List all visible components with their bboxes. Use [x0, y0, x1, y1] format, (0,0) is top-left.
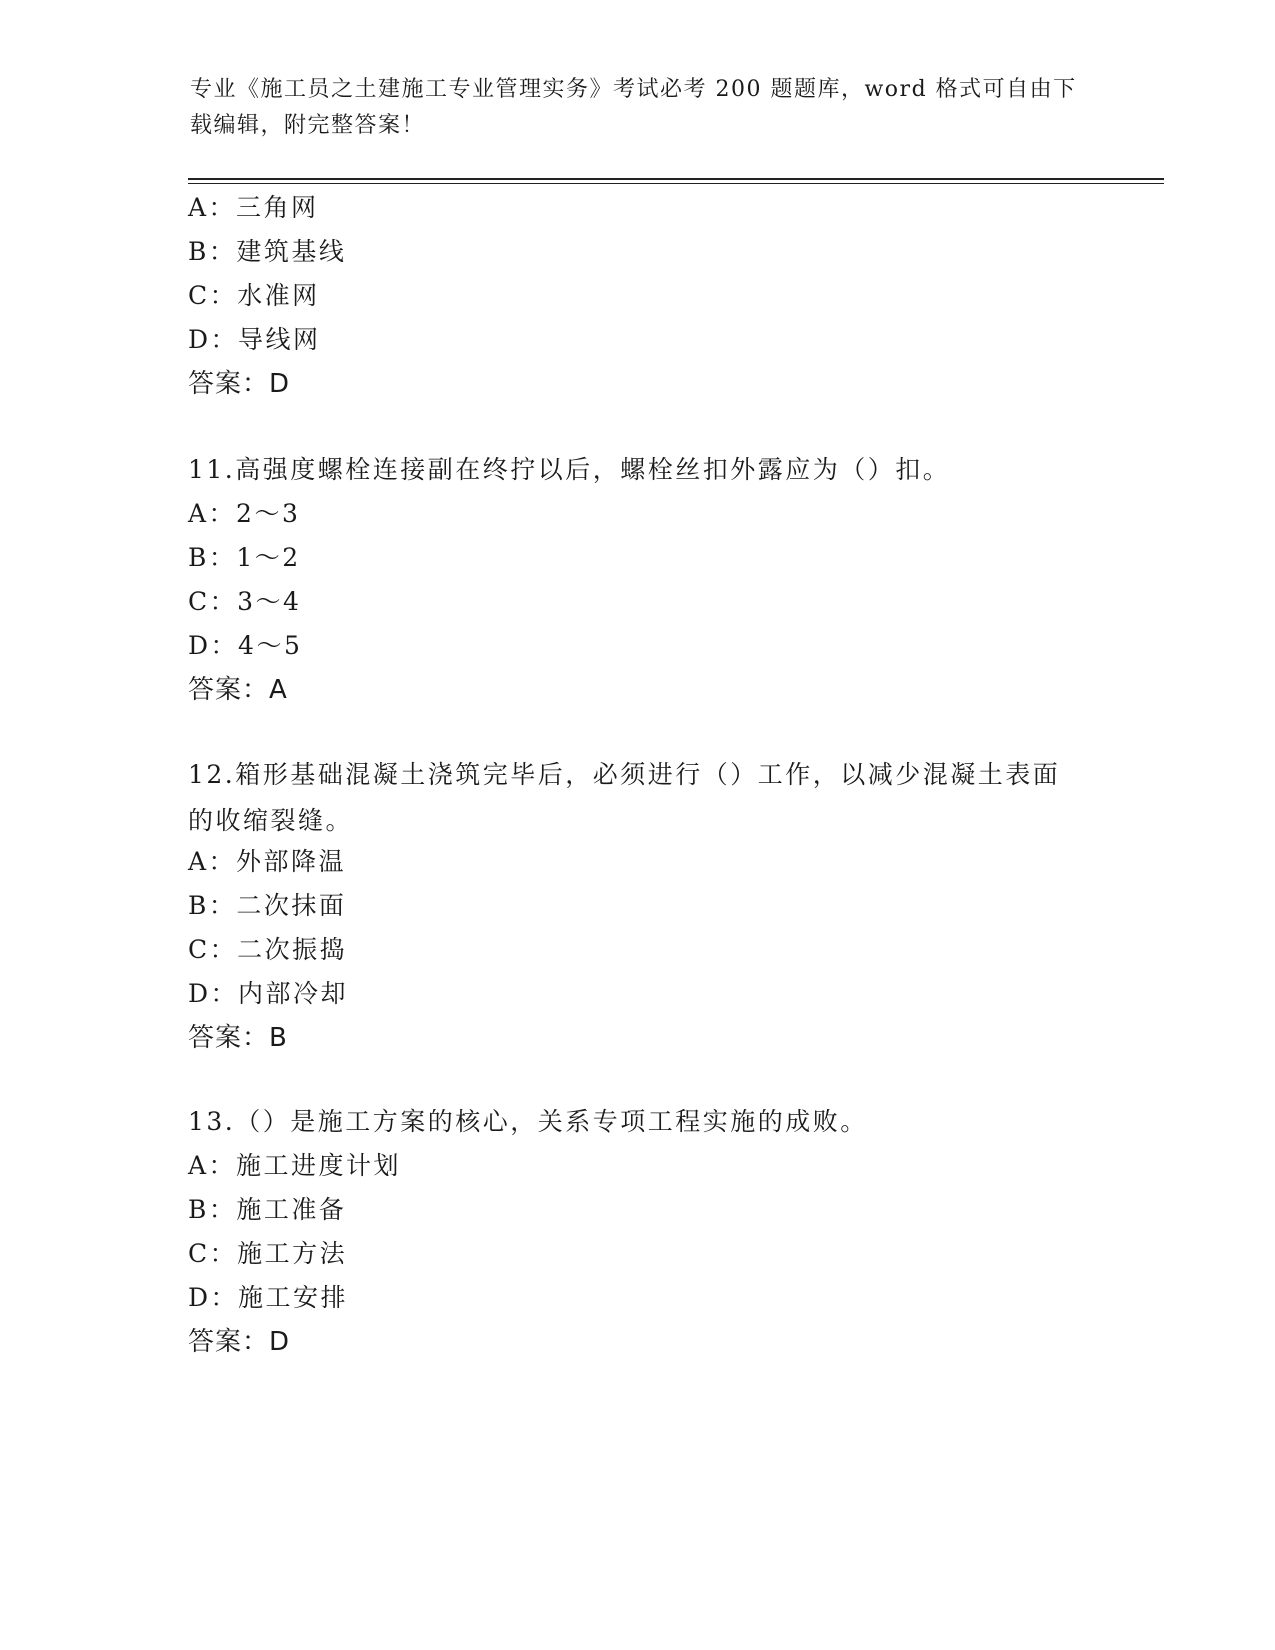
- header-divider-thin: [188, 183, 1164, 184]
- q13-option-d: D：施工安排: [188, 1283, 349, 1312]
- q12-option-a: A：外部降温: [188, 847, 347, 876]
- q12-option-c: C：二次振捣: [188, 935, 348, 964]
- document-header: 专业《施工员之土建施工专业管理实务》考试必考 200 题题库，word 格式可自由下载编辑，附完整答案！: [190, 77, 1077, 138]
- q11-option-b: B：1～2: [188, 543, 301, 572]
- q12-option-d: D：内部冷却: [188, 979, 349, 1008]
- q11-option-a: A：2～3: [188, 499, 301, 528]
- q13-option-a: A：施工进度计划: [188, 1151, 402, 1180]
- q11-option-c: C：3～4: [188, 587, 302, 616]
- q12-answer: 答案：B: [188, 1023, 288, 1053]
- q11-answer: 答案：A: [188, 675, 288, 705]
- q13-question: 13.（）是施工方案的核心，关系专项工程实施的成败。: [188, 1107, 868, 1136]
- q13-answer: 答案：D: [188, 1327, 291, 1357]
- q10-option-d: D：导线网: [188, 325, 321, 354]
- header-divider-thick: [188, 178, 1164, 180]
- q13-option-b: B：施工准备: [188, 1195, 347, 1224]
- q10-option-b: B：建筑基线: [188, 237, 347, 266]
- q10-option-c: C：水准网: [188, 281, 320, 310]
- q10-option-a: A：三角网: [188, 193, 319, 222]
- q10-answer: 答案：D: [188, 369, 291, 399]
- q11-question: 11.高强度螺栓连接副在终拧以后，螺栓丝扣外露应为（）扣。: [188, 455, 951, 484]
- q13-option-c: C：施工方法: [188, 1239, 348, 1268]
- q12-option-b: B：二次抹面: [188, 891, 347, 920]
- q11-option-d: D：4～5: [188, 631, 303, 660]
- q12-question: 12.箱形基础混凝土浇筑完毕后，必须进行（）工作，以减少混凝土表面的收缩裂缝。: [188, 760, 1061, 835]
